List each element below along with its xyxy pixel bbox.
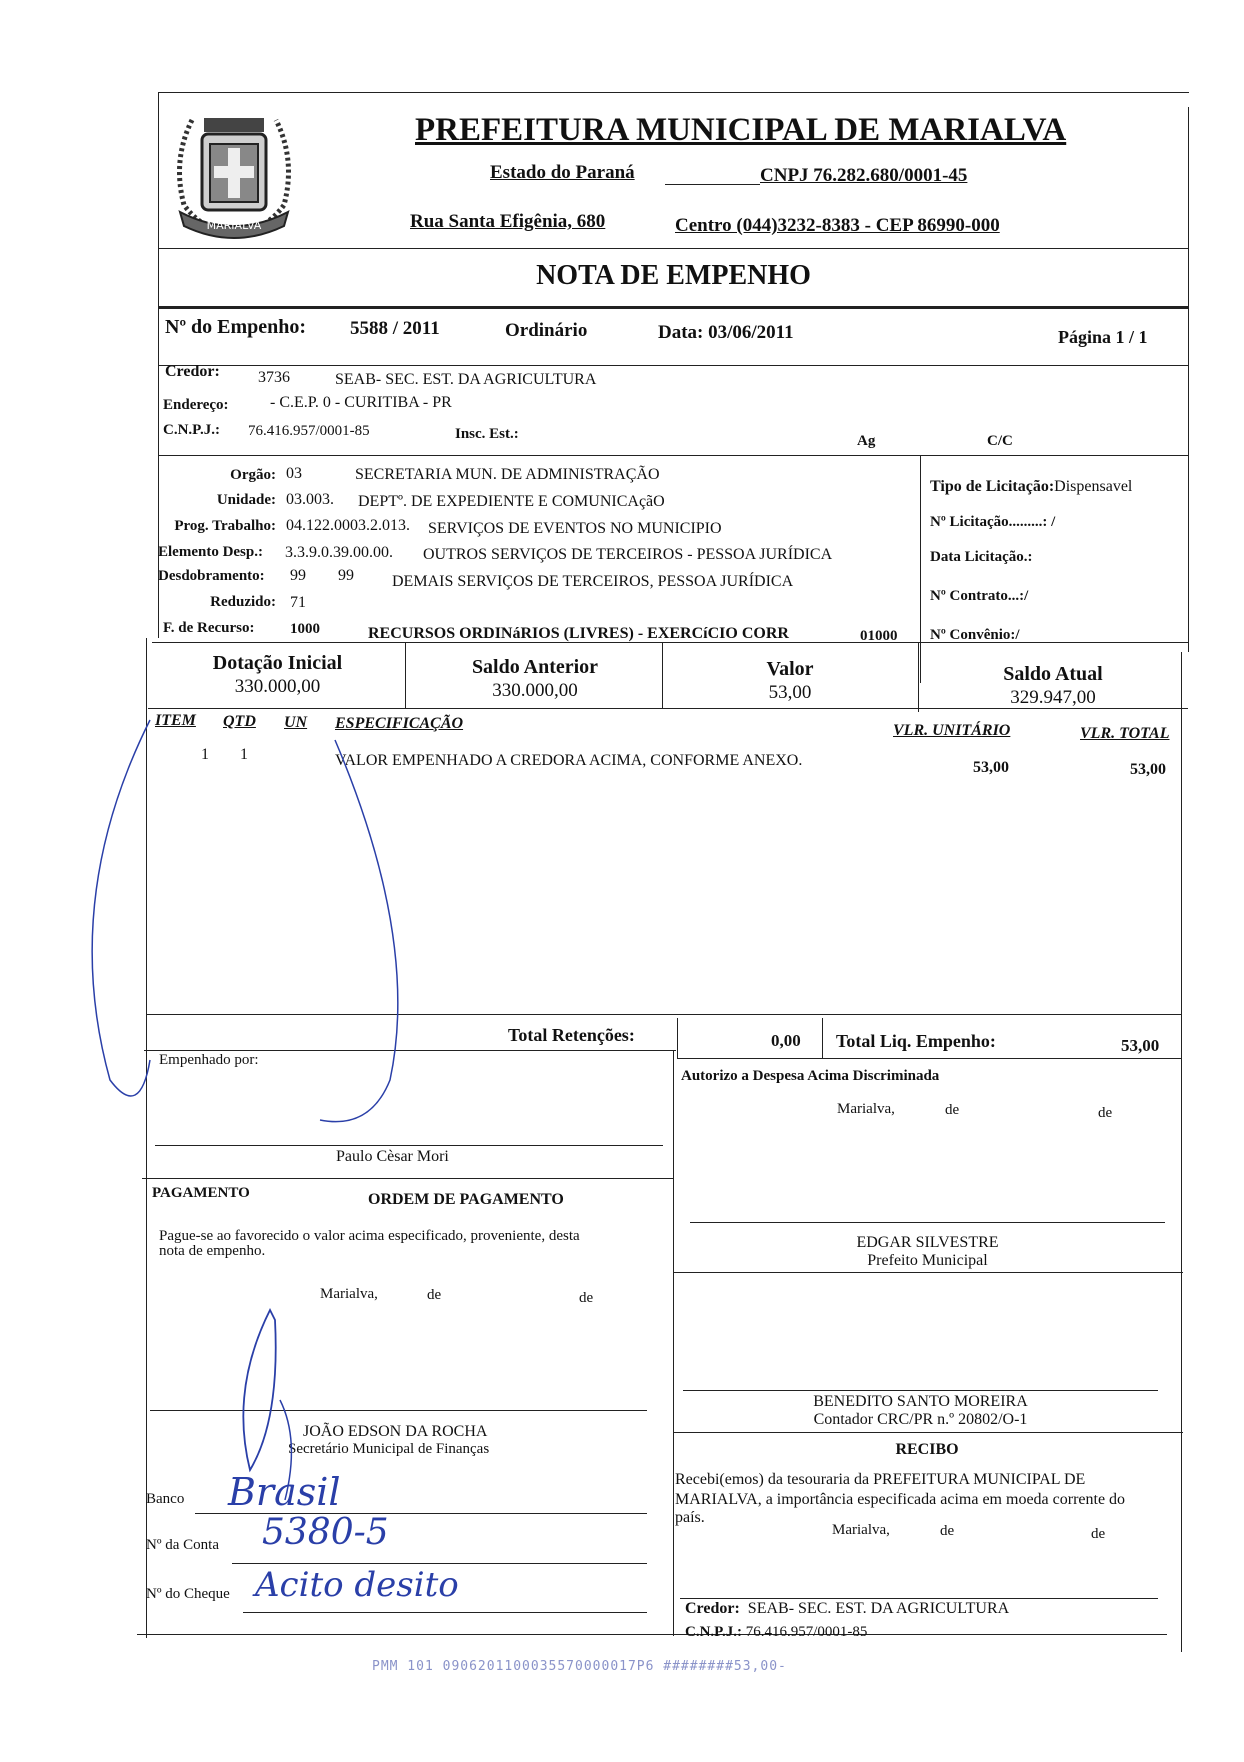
ag-label: Ag: [857, 433, 876, 449]
endereco-label: Endereço:: [163, 397, 229, 413]
recibo-de2: de: [1091, 1526, 1106, 1542]
orgao-name: SECRETARIA MUN. DE ADMINISTRAÇÃO: [355, 466, 660, 483]
contador-role: Contador CRC/PR n.º 20802/O-1: [813, 1411, 1028, 1428]
tipo-licitacao-label: Tipo de Licitação:: [930, 478, 1055, 495]
total-liquido-value: 53,00: [1121, 1036, 1160, 1055]
banco-label: Banco: [146, 1491, 185, 1507]
autorizo-de1: de: [945, 1102, 960, 1118]
row-total: 53,00: [1130, 761, 1166, 778]
desdobramento-name: DEMAIS SERVIÇOS DE TERCEIROS, PESSOA JURÍDICA: [392, 573, 794, 590]
col-especificacao: ESPECIFICAÇÃO: [335, 715, 464, 732]
row-unit: 53,00: [973, 759, 1009, 776]
row-qtd: 1: [240, 746, 248, 763]
cnpj-label: C.N.P.J.:: [163, 422, 220, 438]
prefeitura-title: PREFEITURA MUNICIPAL DE MARIALVA: [415, 112, 1067, 148]
page-indicator: Página 1 / 1: [1058, 327, 1148, 347]
pagamento-label: PAGAMENTO: [152, 1185, 250, 1201]
desdobramento-code1: 99: [290, 567, 306, 584]
row-item: 1: [201, 746, 209, 763]
saldo-anterior-label: Saldo Anterior: [471, 656, 599, 678]
recibo-credor-name: SEAB- SEC. EST. DA AGRICULTURA: [747, 1600, 1010, 1617]
fonte-name: RECURSOS ORDINáRIOS (LIVRES) - EXERCíCIO CORR: [368, 625, 789, 642]
insc-est-label: Insc. Est.:: [455, 426, 519, 442]
fonte-code: 1000: [290, 621, 320, 637]
pagamento-de1: de: [427, 1287, 442, 1303]
orgao-label: Orgão:: [230, 467, 276, 483]
endereco-value: - C.E.P. 0 - CURITIBA - PR: [270, 394, 452, 411]
autorizo-de2: de: [1098, 1105, 1113, 1121]
row-spec: VALOR EMPENHADO A CREDORA ACIMA, CONFORME ANEXO.: [335, 752, 803, 769]
empenho-number-label: Nº do Empenho:: [165, 316, 307, 338]
col-vlr-total: VLR. TOTAL: [1080, 725, 1170, 742]
valor-label: Valor: [766, 658, 814, 680]
credor-cnpj: 76.416.957/0001-85: [248, 423, 370, 439]
elemento-label: Elemento Desp.:: [158, 544, 263, 560]
col-un: UN: [284, 714, 308, 731]
recibo-line-3: país.: [675, 1509, 705, 1526]
data-licitacao: Data Licitação.:: [930, 549, 1033, 565]
cheque-handwriting: Acito desito: [255, 1565, 459, 1605]
tipo-licitacao-value: Dispensavel: [1054, 478, 1133, 495]
recibo-title: RECIBO: [895, 1441, 959, 1458]
total-retencoes-value: 0,00: [771, 1031, 801, 1050]
cheque-label: Nº do Cheque: [146, 1586, 230, 1602]
credor-code: 3736: [258, 369, 290, 386]
elemento-code: 3.3.9.0.39.00.00.: [285, 544, 393, 561]
fonte-label: F. de Recurso:: [163, 620, 255, 636]
fonte-code2: 01000: [860, 628, 898, 644]
conta-label: Nº da Conta: [146, 1537, 219, 1553]
banco-handwriting: Brasil: [228, 1470, 341, 1514]
recibo-cnpj-label: C.N.P.J.:: [685, 1624, 742, 1640]
empenhado-label: Empenhado por:: [159, 1052, 259, 1068]
secretario-role: Secretário Municipal de Finanças: [288, 1441, 490, 1457]
prog-name: SERVIÇOS DE EVENTOS NO MUNICIPIO: [428, 520, 722, 537]
saldo-anterior-value: 330.000,00: [492, 680, 578, 701]
recibo-line-2: MARIALVA, a importância especificada acima em moeda corrente do: [675, 1491, 1126, 1508]
prog-code: 04.122.0003.2.013.: [286, 517, 410, 534]
recibo-line-1: Recebi(emos) da tesouraria da PREFEITURA MUNICIPAL DE: [675, 1471, 1086, 1488]
prefeito-name: EDGAR SILVESTRE: [856, 1234, 999, 1251]
numero-licitacao: Nº Licitação.........: /: [930, 514, 1056, 530]
secretario-name: JOÃO EDSON DA ROCHA: [303, 1423, 488, 1440]
pagamento-text-2: nota de empenho.: [159, 1243, 266, 1259]
pagamento-de2: de: [579, 1290, 594, 1306]
unidade-label: Unidade:: [216, 492, 276, 508]
address-rest: Centro (044)3232-8383 - CEP 86990-000: [675, 215, 1000, 236]
state-label: Estado do Paraná: [490, 162, 635, 183]
valor-value: 53,00: [768, 682, 812, 703]
empenho-date: Data: 03/06/2011: [658, 322, 794, 343]
autorizo-place: Marialva,: [837, 1101, 895, 1117]
recibo-credor-label: Credor:: [685, 1600, 740, 1617]
cnpj-header: CNPJ 76.282.680/0001-45: [760, 165, 968, 186]
dotacao-label: Dotação Inicial: [212, 652, 343, 674]
unidade-code: 03.003.: [286, 491, 334, 508]
contador-name: BENEDITO SANTO MOREIRA: [813, 1393, 1028, 1410]
numero-convenio: Nº Convênio:/: [930, 627, 1020, 643]
credor-label: Credor:: [165, 363, 220, 380]
recibo-cnpj-value: 76.416.957/0001-85: [745, 1624, 868, 1640]
pagamento-text-1: Pague-se ao favorecido o valor acima especificado, proveniente, desta: [159, 1228, 580, 1244]
barcode-strip: PMM 101 0906201100035570000017P6 ########53,00-: [372, 1659, 787, 1674]
empenho-number: 5588 / 2011: [350, 318, 440, 339]
orgao-code: 03: [286, 465, 302, 482]
conta-handwriting: 5380-5: [262, 1512, 389, 1553]
credor-name: SEAB- SEC. EST. DA AGRICULTURA: [335, 371, 597, 388]
empenho-type: Ordinário: [505, 320, 588, 341]
reduzido-value: 71: [290, 594, 306, 611]
street-label: Rua Santa Efigênia, 680: [410, 211, 606, 232]
unidade-name: DEPTº. DE EXPEDIENTE E COMUNICAçãO: [358, 493, 665, 510]
col-qtd: QTD: [223, 713, 256, 730]
prefeito-role: Prefeito Municipal: [867, 1252, 988, 1269]
empenhado-name: Paulo Cèsar Mori: [336, 1148, 449, 1165]
total-liquido-label: Total Liq. Empenho:: [836, 1031, 996, 1051]
desdobramento-label: Desdobramento:: [158, 568, 265, 584]
elemento-name: OUTROS SERVIÇOS DE TERCEIROS - PESSOA JURÍDICA: [423, 546, 833, 563]
total-retencoes-label: Total Retenções:: [508, 1025, 635, 1045]
desdobramento-code2: 99: [338, 567, 354, 584]
reduzido-label: Reduzido:: [210, 594, 276, 610]
saldo-atual-value: 329.947,00: [1010, 687, 1096, 708]
ordem-pagamento-title: ORDEM DE PAGAMENTO: [368, 1191, 564, 1208]
recibo-de1: de: [940, 1523, 955, 1539]
col-item: ITEM: [155, 712, 196, 729]
doc-title: NOTA DE EMPENHO: [536, 260, 811, 291]
col-vlr-unitario: VLR. UNITÁRIO: [893, 722, 1011, 739]
pagamento-place: Marialva,: [320, 1286, 378, 1302]
cc-label: C/C: [987, 433, 1013, 449]
autorizo-title: Autorizo a Despesa Acima Discriminada: [681, 1068, 940, 1084]
saldo-atual-label: Saldo Atual: [1003, 663, 1103, 685]
recibo-place: Marialva,: [832, 1522, 890, 1538]
prog-label: Prog. Trabalho:: [174, 518, 276, 534]
crest-text: MARIALVA: [206, 219, 262, 232]
dotacao-value: 330.000,00: [234, 676, 321, 697]
numero-contrato: Nº Contrato...:/: [930, 588, 1029, 604]
